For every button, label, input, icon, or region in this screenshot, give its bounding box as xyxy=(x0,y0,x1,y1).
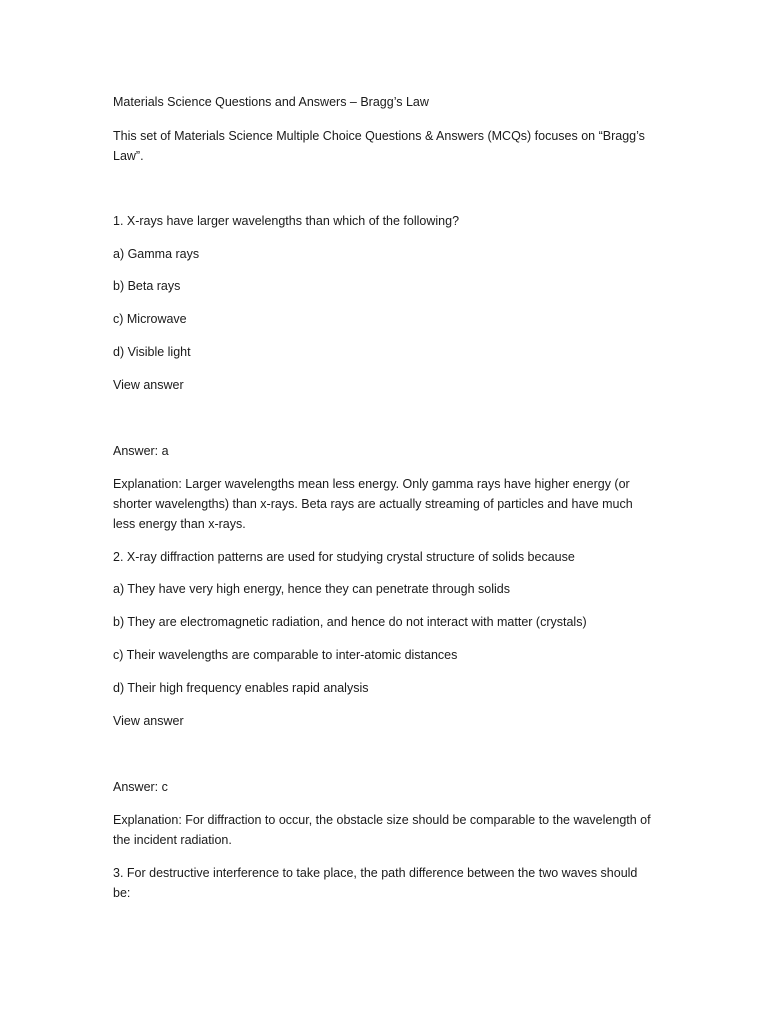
question-1-explanation: Explanation: Larger wavelengths mean less energy. Only gamma rays have higher energy (or shorter wavelengths) than x-rays. Beta rays are actually streaming of particles and have much less energy than x-rays. xyxy=(113,477,633,531)
question-2-option-d: d) Their high frequency enables rapid analysis xyxy=(113,681,369,695)
question-1-option-c: c) Microwave xyxy=(113,312,187,326)
question-1-option-a: a) Gamma rays xyxy=(113,247,200,261)
document-intro: This set of Materials Science Multiple Choice Questions & Answers (MCQs) focuses on “Bragg’s Law”. xyxy=(113,129,645,163)
question-2-option-a: a) They have very high energy, hence they can penetrate through solids xyxy=(113,582,511,596)
document-title: Materials Science Questions and Answers – Bragg’s Law xyxy=(113,95,429,109)
question-1-text: 1. X-rays have larger wavelengths than which of the following? xyxy=(113,214,460,228)
question-2-option-b: b) They are electromagnetic radiation, and hence do not interact with matter (crystals) xyxy=(113,615,587,629)
question-2-answer: Answer: c xyxy=(113,780,168,794)
question-2-view-answer[interactable]: View answer xyxy=(113,714,184,728)
question-1-option-b: b) Beta rays xyxy=(113,279,181,293)
question-1-option-d: d) Visible light xyxy=(113,345,191,359)
question-2-explanation: Explanation: For diffraction to occur, the obstacle size should be comparable to the wavelength of the incident radiation. xyxy=(113,813,651,847)
question-3-text: 3. For destructive interference to take place, the path difference between the two waves should be: xyxy=(113,866,638,900)
question-1-view-answer[interactable]: View answer xyxy=(113,378,184,392)
question-2-option-c: c) Their wavelengths are comparable to inter-atomic distances xyxy=(113,648,458,662)
question-2-text: 2. X-ray diffraction patterns are used for studying crystal structure of solids because xyxy=(113,550,575,564)
question-1-answer: Answer: a xyxy=(113,444,169,458)
